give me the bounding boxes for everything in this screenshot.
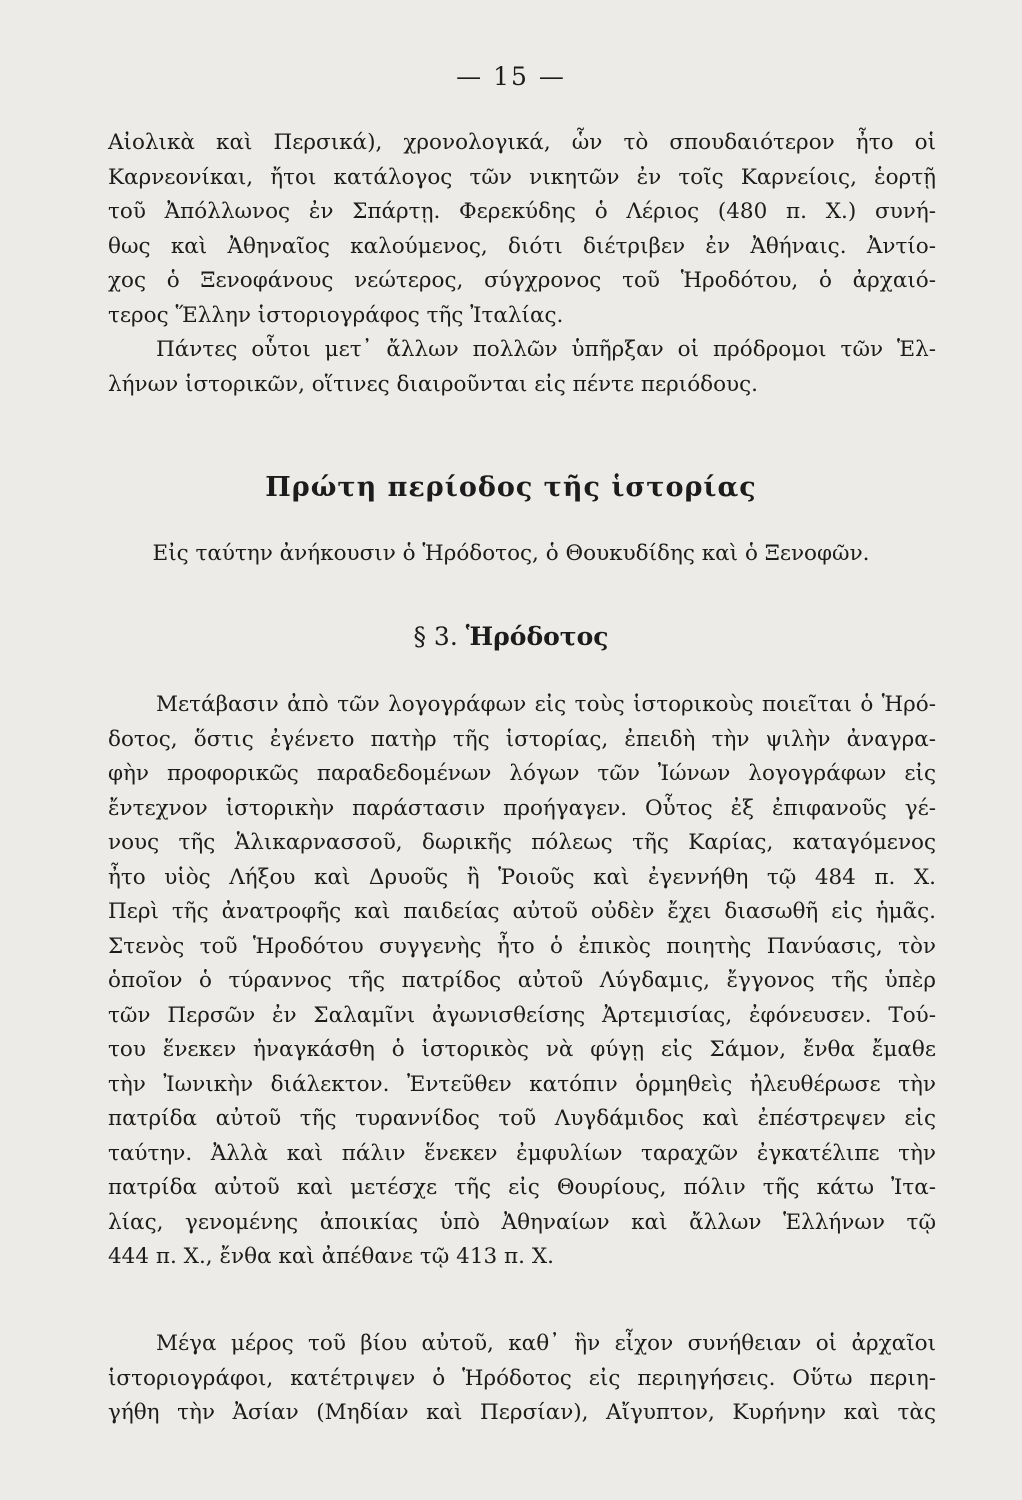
text-block-bottom: [108, 1327, 936, 1431]
text-line: Μέγα μέρος τοῦ βίου αὐτοῦ, καθ᾽ ἣν εἶχον συνήθειαν οἱ ἀρχαῖοι: [156, 1331, 936, 1356]
text-line: τῶν Περσῶν ἐν Σαλαμῖνι ἀγωνισθείσης Ἀρτεμισίας, ἐφόνευσεν. Τού-: [108, 1002, 936, 1028]
text-block-herodotus: [108, 688, 936, 1275]
text-line: λήνων ἱστορικῶν, οἵτινες διαιροῦνται εἰς πέντε περιόδους.: [108, 371, 759, 397]
text-line: νους τῆς Ἁλικαρνασσοῦ, δωρικῆς πόλεως τῆς Καρίας, καταγόμενος: [108, 830, 936, 855]
text-line: δοτος, ὅστις ἐγένετο πατὴρ τῆς ἱστορίας, ἐπειδὴ τὴν ψιλὴν ἀναγρα-: [108, 726, 936, 752]
period-intro: Εἰς ταύτην ἀνήκουσιν ὁ Ἡρόδοτος, ὁ Θουκυδίδης καὶ ὁ Ξενοφῶν.: [152, 541, 870, 566]
page-number: — 15 —: [456, 62, 566, 91]
text-line: λίας, γενομένης ἀποικίας ὑπὸ Ἀθηναίων καὶ ἄλλων Ἑλλήνων τῷ: [108, 1209, 936, 1235]
text-line: ἔντεχνον ἱστορικὴν παράστασιν προήγαγεν. Οὗτος ἐξ ἐπιφανοῦς γέ-: [108, 795, 936, 821]
period-heading: Πρώτη περίοδος τῆς ἱστορίας: [265, 472, 757, 503]
text-line: ἦτο υἱὸς Λήξου καὶ Δρυοῦς ἢ Ῥοιοῦς καὶ ἐγεννήθη τῷ 484 π. Χ.: [108, 864, 936, 890]
text-line: τερος Ἕλλην ἱστοριογράφος τῆς Ἰταλίας.: [108, 302, 564, 328]
section-name: Ἡρόδοτος: [465, 622, 609, 651]
text-line: χος ὁ Ξενοφάνους νεώτερος, σύγχρονος τοῦ Ἡροδότου, ὁ ἀρχαιό-: [108, 268, 936, 293]
text-line: του ἕνεκεν ἠναγκάσθη ὁ ἱστορικὸς νὰ φύγῃ εἰς Σάμον, ἔνθα ἔμαθε: [108, 1037, 936, 1062]
text-line: φὴν προφορικῶς παραδεδομένων λόγων τῶν Ἰώνων λογογράφων εἰς: [108, 761, 936, 786]
section-title: [0, 622, 1022, 651]
text-line: πατρίδα αὐτοῦ καὶ μετέσχε τῆς εἰς Θουρίους, πόλιν τῆς κάτω Ἰτα-: [108, 1175, 936, 1200]
text-line: γήθη τὴν Ἀσίαν (Μηδίαν καὶ Περσίαν), Αἴγυπτον, Κυρήνην καὶ τὰς: [108, 1400, 936, 1425]
text-line: ὁποῖον ὁ τύραννος τῆς πατρίδος αὐτοῦ Λύγδαμις, ἔγγονος τῆς ὑπὲρ: [108, 968, 936, 993]
text-line: τοῦ Ἀπόλλωνος ἐν Σπάρτῃ. Φερεκύδης ὁ Λέριος (480 π. Χ.) συνή-: [108, 199, 936, 224]
text-line: ἱστοριογράφοι, κατέτριψεν ὁ Ἡρόδοτος εἰς περιηγήσεις. Οὕτω περιη-: [108, 1365, 936, 1391]
text-line: Καρνεονίκαι, ἤτοι κατάλογος τῶν νικητῶν ἐν τοῖς Καρνείοις, ἑορτῇ: [108, 164, 936, 190]
section-number: § 3.: [413, 622, 458, 651]
text-line: Μετάβασιν ἀπὸ τῶν λογογράφων εἰς τοὺς ἱστορικοὺς ποιεῖται ὁ Ἡρό-: [156, 692, 936, 717]
text-line: Πάντες οὗτοι μετ᾽ ἄλλων πολλῶν ὑπῆρξαν οἱ πρόδρομοι τῶν Ἑλ-: [156, 337, 936, 362]
text-line: τὴν Ἰωνικὴν διάλεκτον. Ἐντεῦθεν κατόπιν ὁρμηθεὶς ἠλευθέρωσε τὴν: [108, 1071, 936, 1097]
text-line: πατρίδα αὐτοῦ τῆς τυραννίδος τοῦ Λυγδάμιδος καὶ ἐπέστρεψεν εἰς: [108, 1106, 936, 1131]
text-block-top: [108, 126, 936, 402]
text-line: Αἰολικὰ καὶ Περσικά), χρονολογικά, ὧν τὸ σπουδαιότερον ἦτο οἱ: [108, 130, 936, 155]
text-line: Στενὸς τοῦ Ἡροδότου συγγενὴς ἦτο ὁ ἐπικὸς ποιητὴς Πανύασις, τὸν: [108, 933, 936, 959]
text-line: θως καὶ Ἀθηναῖος καλούμενος, διότι διέτριβεν ἐν Ἀθήναις. Ἀντίο-: [108, 233, 936, 259]
text-line: Περὶ τῆς ἀνατροφῆς καὶ παιδείας αὐτοῦ οὐδὲν ἔχει διασωθῆ εἰς ἡμᾶς.: [108, 899, 936, 924]
text-line: ταύτην. Ἀλλὰ καὶ πάλιν ἕνεκεν ἐμφυλίων ταραχῶν ἐγκατέλιπε τὴν: [108, 1140, 936, 1166]
text-line: 444 π. Χ., ἔνθα καὶ ἀπέθανε τῷ 413 π. Χ.: [108, 1244, 554, 1269]
